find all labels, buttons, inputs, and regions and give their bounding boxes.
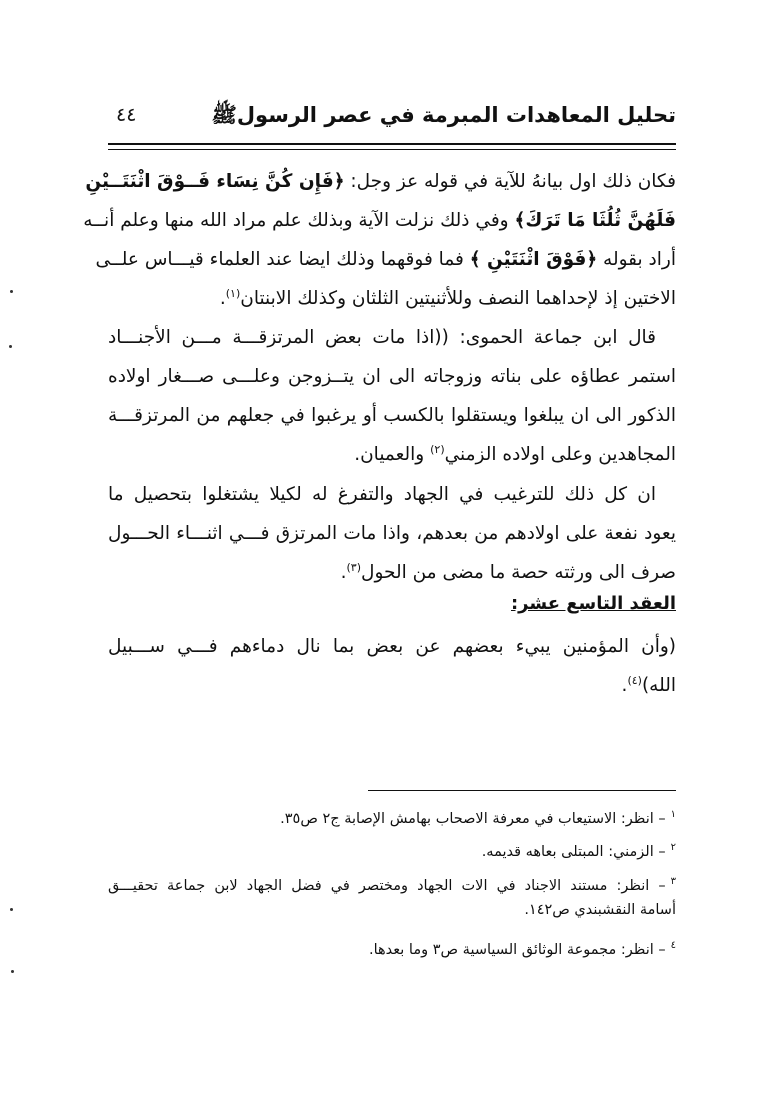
footnote-rule xyxy=(368,790,676,791)
section-heading: العقد التاسع عشر: xyxy=(510,593,676,614)
body-line: فَلَهُنَّ ثُلُثَا مَا تَرَكَ﴾ وفي ذلك نزلت الآية وبذلك علم مراد الله منها وعلم أنــه xyxy=(83,210,676,231)
page-header xyxy=(108,96,676,136)
scan-speck xyxy=(11,970,14,973)
quran-quote: ﴿فَإِن كُنَّ نِسَاء فَــوْقَ اثْنَتَــيْنِ xyxy=(85,171,345,192)
page-number: ٤٤ xyxy=(116,104,137,126)
header-rule xyxy=(108,143,676,150)
quran-quote: ﴿فَوْقَ اثْنَتَيْنِ ﴾ xyxy=(469,249,598,270)
body-line: المجاهدين وعلى اولاده الزمني$^{(٢)}$ والعميان. xyxy=(354,442,676,465)
body-line: استمر عطاؤه على بناته وزوجاته الى ان يتــزوجن وعلـــى صـــغار اولاده xyxy=(108,366,676,387)
body-line: (وأن المؤمنين يبيء بعضهم عن بعض بما نال دماءهم فـــي ســـبيل xyxy=(108,636,676,657)
footnote: $^٢$– الزمني: المبتلى بعاهه قديمه. xyxy=(481,842,676,860)
running-title: تحليل المعاهدات المبرمة في عصر الرسولﷺ xyxy=(211,103,676,127)
body-line: الله)$^{(٤)}$. xyxy=(621,673,676,696)
body-line: الذكور الى ان يبلغوا ويستقلوا بالكسب أو يرغبوا في جعلهم من المرتزقـــة xyxy=(108,405,676,426)
footnote-ref: (٤) xyxy=(627,673,642,687)
scan-speck xyxy=(10,908,13,911)
footnote-ref: (٣) xyxy=(346,560,361,574)
footnote: $^٤$– انظر: مجموعة الوثائق السياسية ص٣ وما بعدها. xyxy=(369,940,676,958)
body-line: فكان ذلك اول بيانهُ للآية في قوله عز وجل: ﴿فَإِن كُنَّ نِسَاء فَــوْقَ اثْنَتَــيْنِ xyxy=(85,171,676,192)
body-line: ان كل ذلك للترغيب في الجهاد والتفرغ له لكيلا يشتغلوا بتحصيل ما xyxy=(108,484,656,505)
footnote: $^٣$– انظر: مستند الاجناد في الات الجهاد ومختصر في فضل الجهاد لابن جماعة تحقيـــق xyxy=(108,876,676,894)
body-line: أراد بقوله ﴿فَوْقَ اثْنَتَيْنِ ﴾ فما فوقهما وذلك ايضا عند العلماء قيـــاس علــى xyxy=(95,249,676,270)
quran-quote: فَلَهُنَّ ثُلُثَا مَا تَرَكَ﴾ xyxy=(514,210,676,231)
body-line: الاختين إذ لإحداهما النصف وللأثنيتين الثلثان وكذلك الابنتان$^{(١)}$. xyxy=(219,286,676,309)
footnote: $^١$– انظر: الاستيعاب في معرفة الاصحاب بهامش الإصابة ج٢ ص٣٥. xyxy=(280,809,676,827)
footnote-ref: (٢) xyxy=(430,442,445,456)
scan-speck xyxy=(10,290,13,293)
scan-speck xyxy=(9,345,12,348)
body-line: يعود نفعة على اولادهم من بعدهم، واذا مات المرتزق فـــي اثنـــاء الحـــول xyxy=(108,523,676,544)
body-line: صرف الى ورثته حصة ما مضى من الحول$^{(٣)}$. xyxy=(340,560,676,583)
footnote-ref: (١) xyxy=(225,286,241,300)
body-line: قال ابن جماعة الحموى: ((اذا مات بعض المرتزقـــة مـــن الأجنـــاد xyxy=(108,327,656,348)
footnote-continuation: أسامة النقشبندي ص١٤٢. xyxy=(524,902,676,918)
